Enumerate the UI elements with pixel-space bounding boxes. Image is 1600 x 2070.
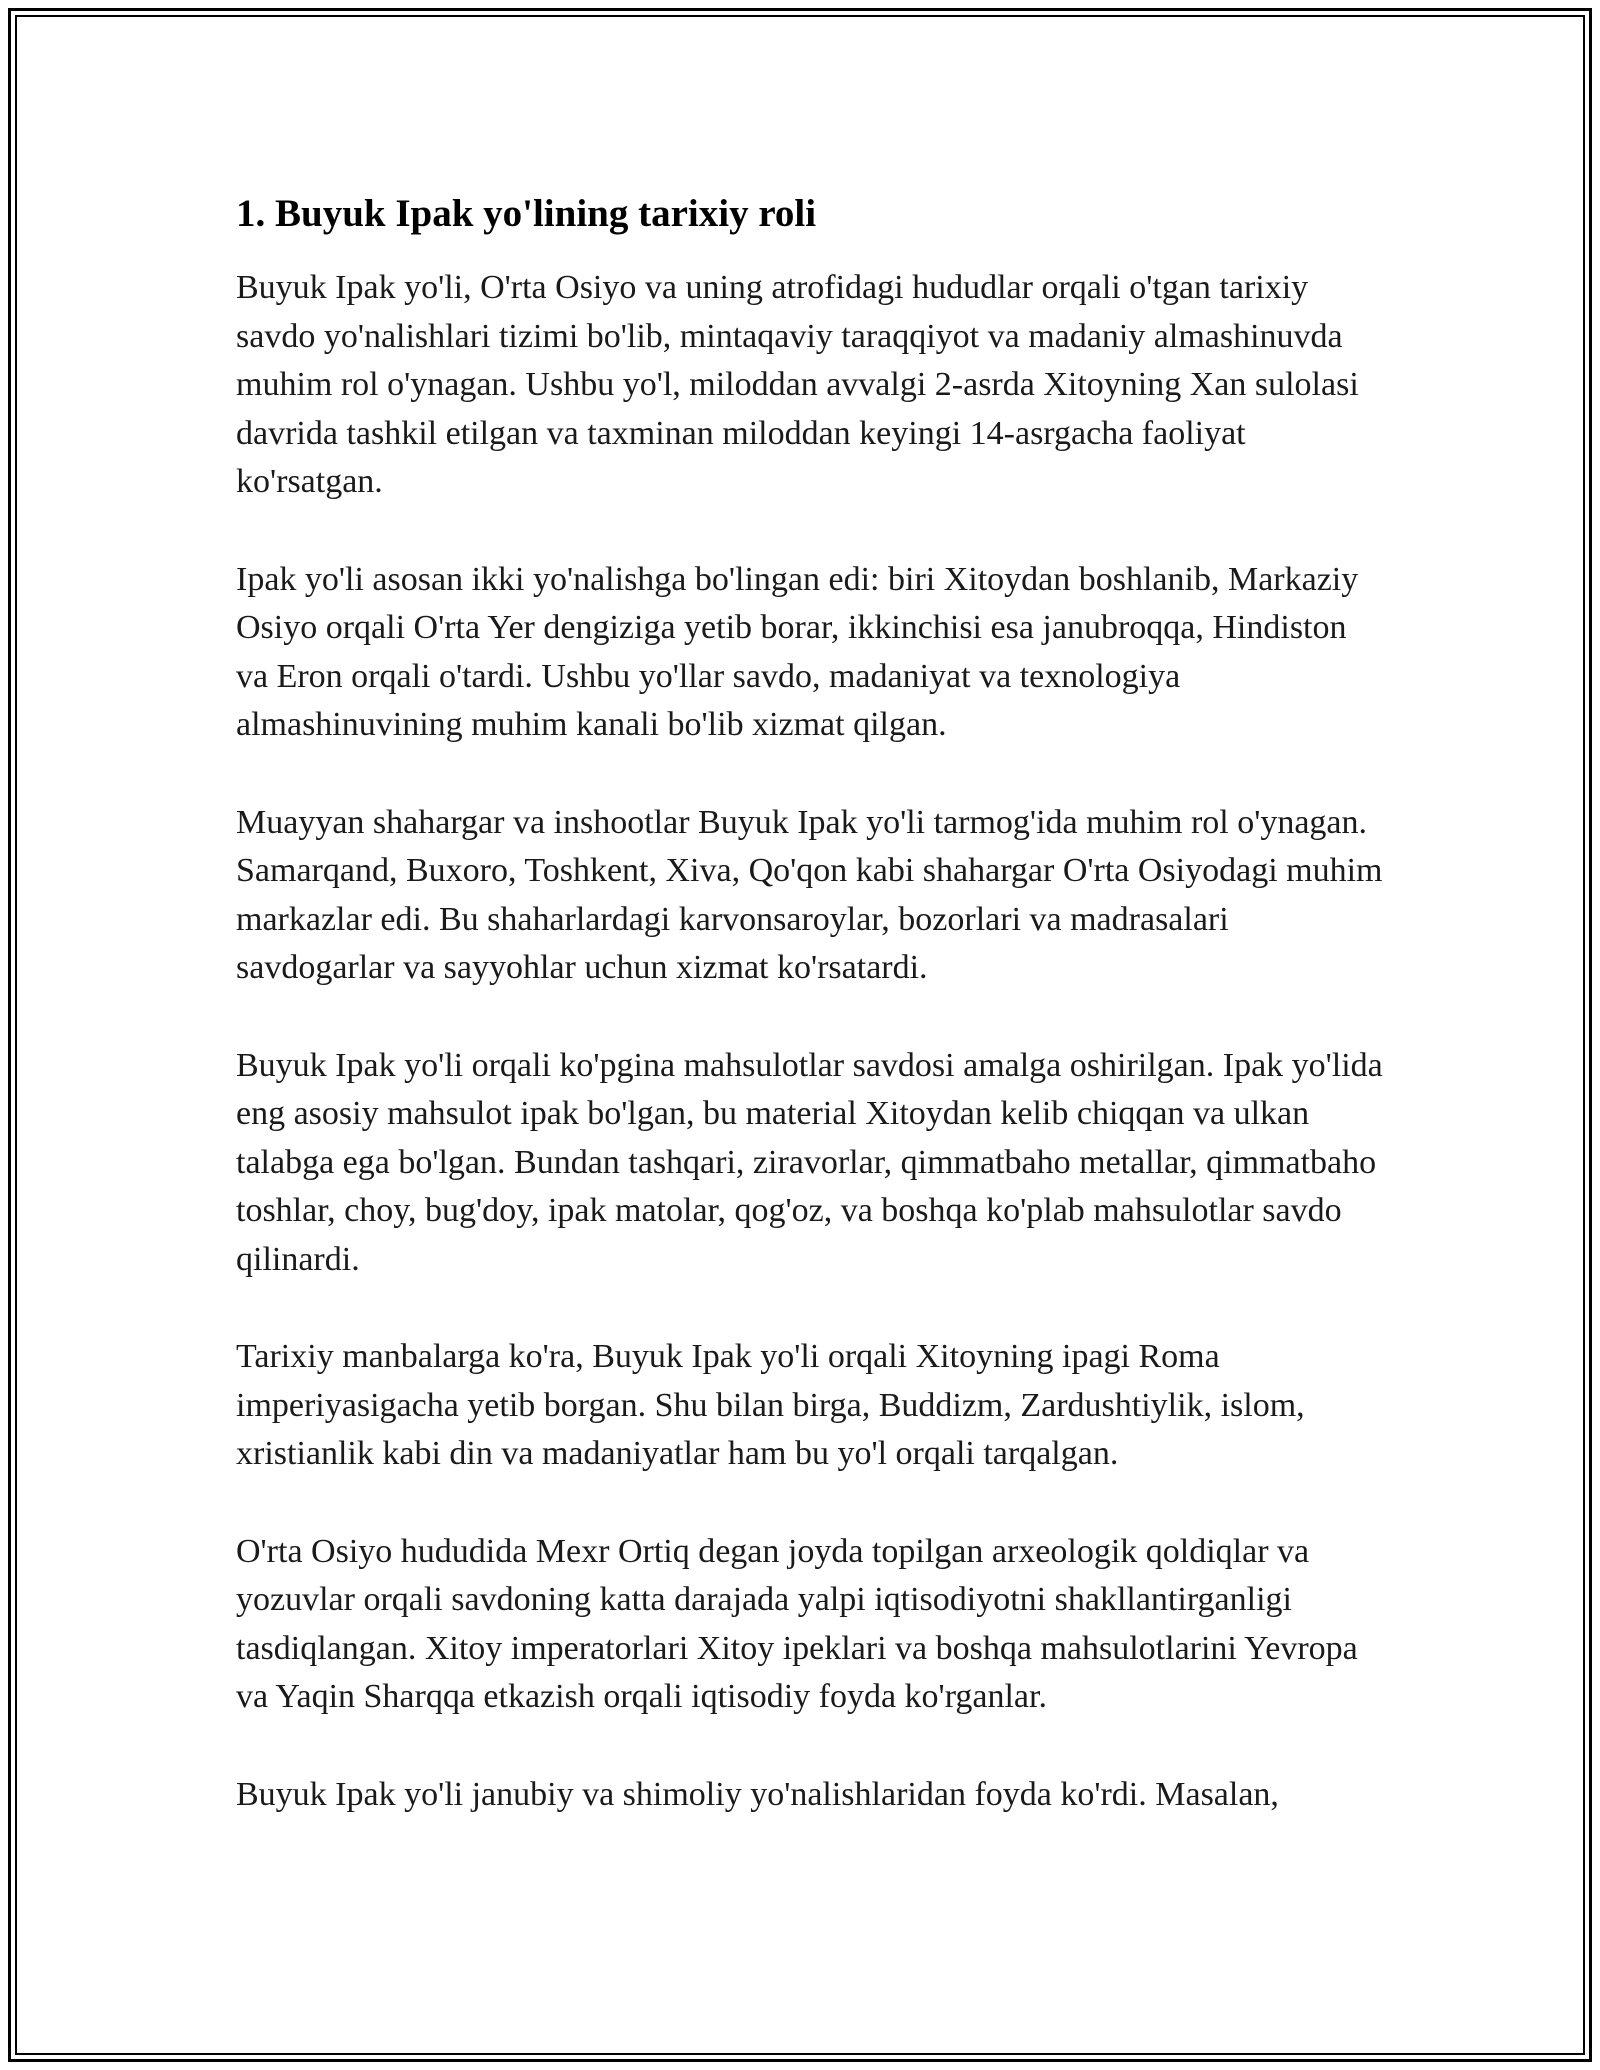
paragraph-4: Buyuk Ipak yo'li orqali ko'pgina mahsulotlar savdosi amalga oshirilgan. Ipak yo'lida eng asosiy mahsulot ipak bo'lgan, bu material Xitoydan kelib chiqqan va ulkan talabga ega bo'lgan. Bundan tashqari, ziravorlar, qimmatbaho metallar, qimmatbaho toshlar, choy, bug'doy, ipak matolar, qog'oz, va boshqa ko'plab mahsulotlar savdo qilinardi. xyxy=(236,1046,1383,1278)
paragraph-2: Ipak yo'li asosan ikki yo'nalishga bo'lingan edi: biri Xitoydan boshlanib, Markaziy Osiyo orqali O'rta Yer dengiziga yetib borar, ikkinchisi esa janubroqqa, Hindiston va Eron orqali o'tardi. Ushbu yo'llar savdo, madaniyat va texnologiya almashinuvining muhim kanali bo'lib xizmat qilgan. xyxy=(236,560,1359,743)
paragraph-3: Muayyan shahargar va inshootlar Buyuk Ipak yo'li tarmog'ida muhim rol o'ynagan. Samarqand, Buxoro, Toshkent, Xiva, Qo'qon kabi shahargar O'rta Osiyodagi muhim markazlar edi. Bu shaharlardagi karvonsaroylar, bozorlari va madrasalari savdogarlar va sayyohlar uchun xizmat ko'rsatardi. xyxy=(236,803,1383,986)
paragraph-7: Buyuk Ipak yo'li janubiy va shimoliy yo'nalishlaridan foyda ko'rdi. Masalan, xyxy=(236,1775,1279,1813)
paragraph-6: O'rta Osiyo hududida Mexr Ortiq degan joyda topilgan arxeologik qoldiqlar va yozuvlar orqali savdoning katta darajada yalpi iqtisodiyotni shakllantirganligi tasdiqlangan. Xitoy imperatorlari Xitoy ipeklari va boshqa mahsulotlarini Yevropa va Yaqin Sharqqa etkazish orqali iqtisodiy foyda ko'rganlar. xyxy=(236,1532,1358,1715)
section-heading: 1. Buyuk Ipak yo'lining tarixiy roli xyxy=(236,192,817,235)
paragraph-5: Tarixiy manbalarga ko'ra, Buyuk Ipak yo'li orqali Xitoyning ipagi Roma imperiyasigacha yetib borgan. Shu bilan birga, Buddizm, Zardushtiylik, islom, xristianlik kabi din va madaniyatlar ham bu yo'l orqali tarqalgan. xyxy=(236,1338,1305,1472)
paragraph-1: Buyuk Ipak yo'li, O'rta Osiyo va uning atrofidagi hududlar orqali o'tgan tarixiy savdo yo'nalishlari tizimi bo'lib, mintaqaviy taraqqiyot va madaniy almashinuvda muhim rol o'ynagan. Ushbu yo'l, miloddan avvalgi 2-asrda Xitoyning Xan sulolasi davrida tashkil etilgan va taxminan miloddan keyingi 14-asrgacha faoliyat ko'rsatgan. xyxy=(236,269,1359,500)
document-body xyxy=(236,186,1386,1868)
